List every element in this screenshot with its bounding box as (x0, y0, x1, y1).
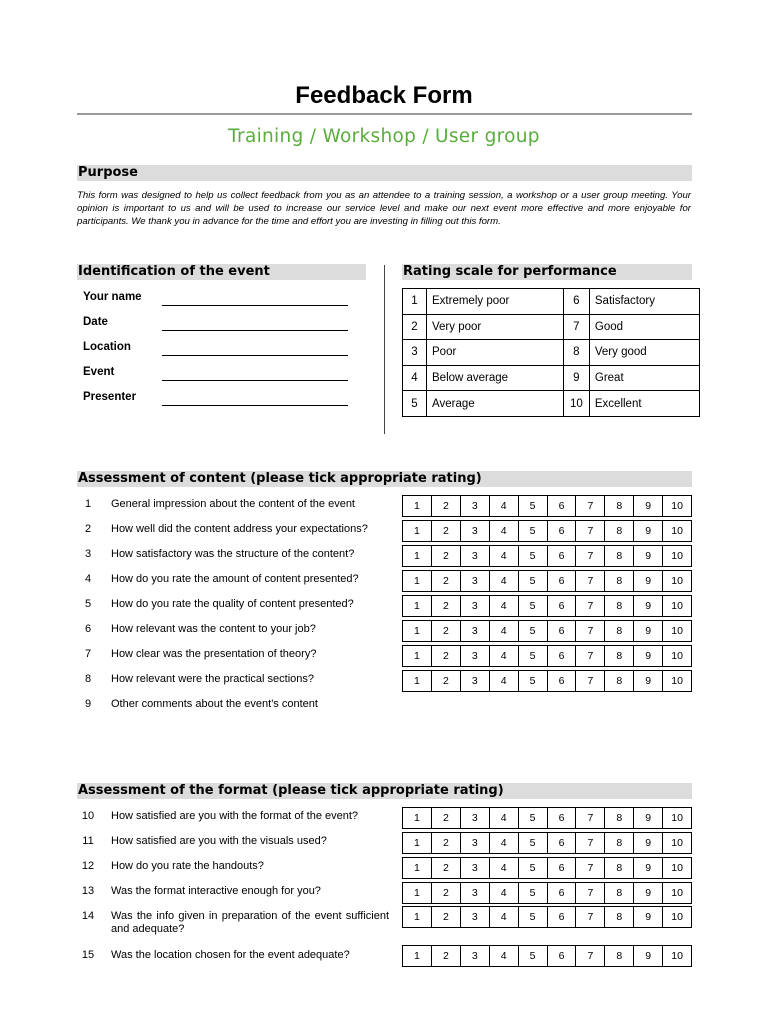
rating-option[interactable]: 1 (414, 812, 420, 824)
rating-option[interactable]: 4 (489, 907, 518, 927)
rating-option[interactable]: 4 (489, 571, 518, 591)
rating-grid (402, 832, 692, 854)
rating-option[interactable]: 4 (489, 596, 518, 616)
rating-option[interactable]: 1 (414, 550, 420, 562)
rating-option[interactable]: 2 (431, 596, 460, 616)
question-text: How well did the content address your expectations? (111, 523, 368, 535)
question-row (77, 835, 397, 857)
content-assessment-heading: Assessment of content (please tick appropriate rating) (77, 471, 692, 487)
rating-option[interactable]: 10 (662, 858, 691, 878)
rating-grid (402, 545, 692, 567)
rating-option[interactable]: 4 (489, 883, 518, 903)
rating-option[interactable]: 5 (518, 671, 547, 691)
rating-option[interactable]: 7 (575, 858, 604, 878)
rating-grid (402, 595, 692, 617)
rating-option[interactable]: 5 (518, 496, 547, 516)
rating-option[interactable]: 8 (604, 546, 633, 566)
rating-option[interactable]: 8 (604, 946, 633, 966)
question-text: Was the format interactive enough for you? (111, 885, 321, 897)
question-text: How satisfied are you with the format of the event? (111, 810, 359, 822)
rating-option[interactable]: 4 (489, 833, 518, 853)
rating-option[interactable]: 10 (662, 496, 691, 516)
rating-option[interactable]: 2 (431, 646, 460, 666)
page-subtitle: Training / Workshop / User group (228, 126, 540, 147)
rating-scale-row (403, 391, 700, 417)
rating-option[interactable]: 8 (604, 621, 633, 641)
rating-option[interactable]: 5 (518, 546, 547, 566)
rating-scale-number: 4 (403, 365, 427, 391)
rating-option[interactable]: 1 (414, 837, 420, 849)
rating-option[interactable]: 3 (460, 946, 489, 966)
format-assessment-heading: Assessment of the format (please tick appropriate rating) (77, 783, 692, 799)
question-number: 13 (81, 885, 95, 897)
rating-option[interactable]: 4 (489, 946, 518, 966)
rating-option[interactable]: 3 (460, 808, 489, 828)
rating-option[interactable]: 2 (431, 946, 460, 966)
rating-scale-table (402, 288, 700, 417)
rating-option[interactable]: 1 (414, 500, 420, 512)
rating-option[interactable]: 1 (414, 575, 420, 587)
rating-scale-number: 1 (403, 289, 427, 315)
rating-option[interactable]: 9 (633, 946, 662, 966)
rating-option[interactable]: 5 (518, 571, 547, 591)
rating-option[interactable]: 7 (575, 571, 604, 591)
rating-option[interactable]: 7 (575, 621, 604, 641)
rating-option[interactable]: 9 (633, 883, 662, 903)
rating-option[interactable]: 6 (547, 946, 576, 966)
id-field-label: Presenter (83, 391, 137, 403)
question-text: How do you rate the quality of content presented? (111, 598, 354, 610)
rating-option[interactable]: 3 (460, 907, 489, 927)
rating-option[interactable]: 7 (575, 521, 604, 541)
question-text: General impression about the content of the event (111, 498, 355, 510)
rating-option[interactable]: 8 (604, 883, 633, 903)
question-row (77, 623, 397, 645)
rating-scale-number: 2 (403, 314, 427, 340)
question-text: How do you rate the handouts? (111, 860, 264, 872)
rating-option[interactable]: 6 (547, 646, 576, 666)
question-number: 8 (84, 673, 92, 685)
question-number: 11 (82, 835, 94, 847)
rating-grid (402, 906, 692, 928)
page-title: Feedback Form (295, 82, 473, 109)
rating-option[interactable]: 2 (431, 808, 460, 828)
rating-option[interactable]: 7 (575, 546, 604, 566)
rating-option[interactable]: 8 (604, 571, 633, 591)
rating-option[interactable]: 6 (547, 571, 576, 591)
rating-scale-row (403, 314, 700, 340)
rating-option[interactable]: 5 (518, 858, 547, 878)
question-text: How satisfied are you with the visuals used? (111, 835, 327, 847)
rating-grid (402, 520, 692, 542)
rating-scale-label: Very good (589, 340, 699, 366)
rating-option[interactable]: 1 (414, 887, 420, 899)
rating-option[interactable]: 1 (414, 911, 420, 923)
rating-option[interactable]: 8 (604, 521, 633, 541)
rating-option[interactable]: 4 (489, 546, 518, 566)
rating-option[interactable]: 5 (518, 596, 547, 616)
rating-scale-number: 10 (563, 391, 589, 417)
column-divider (384, 265, 385, 434)
title-divider (77, 113, 692, 115)
question-number: 9 (84, 698, 92, 710)
rating-option[interactable]: 10 (662, 521, 691, 541)
rating-option[interactable]: 7 (575, 833, 604, 853)
rating-option[interactable]: 8 (604, 596, 633, 616)
rating-scale-number: 9 (563, 365, 589, 391)
rating-grid (402, 645, 692, 667)
question-number: 10 (81, 810, 95, 822)
rating-scale-label: Good (589, 314, 699, 340)
purpose-text: This form was designed to help us collect feedback from you as an attendee to a training session, a workshop or a user group meeting. Your opinion is important to us and will be used to increase our service level and make our next event more effective and more enjoyable for participants. We thank you in advance for the time and effort you are investing in filling out this form. (77, 190, 691, 228)
rating-option[interactable]: 6 (547, 833, 576, 853)
rating-scale-label: Excellent (589, 391, 699, 417)
rating-option[interactable]: 9 (633, 546, 662, 566)
rating-option[interactable]: 9 (633, 646, 662, 666)
rating-option[interactable]: 4 (489, 671, 518, 691)
rating-option[interactable]: 9 (633, 521, 662, 541)
question-text: How clear was the presentation of theory? (111, 648, 317, 660)
rating-grid (402, 670, 692, 692)
rating-option[interactable]: 7 (575, 646, 604, 666)
rating-option[interactable]: 1 (414, 950, 420, 962)
rating-option[interactable]: 3 (460, 671, 489, 691)
question-number: 2 (84, 523, 92, 535)
rating-grid (402, 945, 692, 967)
rating-scale-label: Below average (427, 365, 564, 391)
id-field-label: Location (83, 341, 131, 353)
rating-option[interactable]: 6 (547, 596, 576, 616)
rating-option[interactable]: 5 (518, 808, 547, 828)
rating-option[interactable]: 5 (518, 646, 547, 666)
question-number: 14 (81, 910, 95, 922)
rating-option[interactable]: 8 (604, 808, 633, 828)
id-field-input-line[interactable] (162, 405, 348, 406)
rating-option[interactable]: 9 (633, 621, 662, 641)
rating-option[interactable]: 5 (518, 883, 547, 903)
rating-option[interactable]: 3 (460, 596, 489, 616)
rating-option[interactable]: 10 (662, 808, 691, 828)
rating-option[interactable]: 4 (489, 858, 518, 878)
question-text: How relevant was the content to your job? (111, 623, 316, 635)
rating-option[interactable]: 9 (633, 671, 662, 691)
question-text: How do you rate the amount of content presented? (111, 573, 359, 585)
rating-scale-label: Poor (427, 340, 564, 366)
rating-option[interactable]: 2 (431, 621, 460, 641)
question-row (77, 810, 397, 832)
rating-option[interactable]: 10 (662, 646, 691, 666)
rating-option[interactable]: 8 (604, 646, 633, 666)
id-field-label: Your name (83, 291, 142, 303)
rating-option[interactable]: 6 (547, 521, 576, 541)
rating-option[interactable]: 6 (547, 858, 576, 878)
id-field-input-line[interactable] (162, 355, 348, 356)
question-row (77, 673, 397, 695)
rating-option[interactable]: 2 (431, 496, 460, 516)
question-row (77, 949, 397, 971)
id-field-label: Date (83, 316, 108, 328)
rating-option[interactable]: 3 (460, 496, 489, 516)
rating-option[interactable]: 1 (414, 675, 420, 687)
question-number: 4 (84, 573, 92, 585)
question-row (77, 498, 397, 520)
rating-option[interactable]: 4 (489, 808, 518, 828)
rating-scale-row (403, 340, 700, 366)
rating-grid (402, 620, 692, 642)
rating-scale-row (403, 289, 700, 315)
rating-option[interactable]: 8 (604, 833, 633, 853)
rating-option[interactable]: 6 (547, 546, 576, 566)
rating-option[interactable]: 4 (489, 496, 518, 516)
question-row (77, 523, 397, 545)
rating-option[interactable]: 9 (633, 808, 662, 828)
rating-option[interactable]: 7 (575, 907, 604, 927)
rating-option[interactable]: 3 (460, 646, 489, 666)
rating-option[interactable]: 7 (575, 883, 604, 903)
rating-option[interactable]: 8 (604, 496, 633, 516)
id-field-input-line[interactable] (162, 380, 348, 381)
rating-option[interactable]: 10 (662, 621, 691, 641)
question-text: Other comments about the event's content (111, 698, 318, 710)
rating-option[interactable]: 2 (431, 858, 460, 878)
rating-option[interactable]: 7 (575, 596, 604, 616)
rating-option[interactable]: 9 (633, 907, 662, 927)
rating-option[interactable]: 7 (575, 496, 604, 516)
rating-scale-label: Very poor (427, 314, 564, 340)
rating-grid (402, 807, 692, 829)
rating-option[interactable]: 6 (547, 621, 576, 641)
rating-option[interactable]: 5 (518, 833, 547, 853)
rating-option[interactable]: 6 (547, 496, 576, 516)
rating-option[interactable]: 7 (575, 808, 604, 828)
rating-option[interactable]: 2 (431, 571, 460, 591)
rating-scale-label: Satisfactory (589, 289, 699, 315)
rating-option[interactable]: 8 (604, 858, 633, 878)
rating-option[interactable]: 10 (662, 571, 691, 591)
question-number: 7 (84, 648, 92, 660)
rating-option[interactable]: 6 (547, 671, 576, 691)
id-field-input-line[interactable] (162, 305, 348, 306)
question-row (77, 648, 397, 670)
rating-option[interactable]: 8 (604, 671, 633, 691)
question-number: 6 (84, 623, 92, 635)
question-number: 1 (84, 498, 92, 510)
question-row (77, 910, 397, 935)
rating-option[interactable]: 10 (662, 596, 691, 616)
question-number: 15 (81, 949, 95, 961)
rating-option[interactable]: 3 (460, 621, 489, 641)
rating-option[interactable]: 2 (431, 671, 460, 691)
rating-scale-row (403, 365, 700, 391)
rating-scale-number: 8 (563, 340, 589, 366)
rating-option[interactable]: 3 (460, 858, 489, 878)
question-row (77, 598, 397, 620)
rating-grid (402, 882, 692, 904)
rating-option[interactable]: 7 (575, 946, 604, 966)
rating-option[interactable]: 7 (575, 671, 604, 691)
rating-option[interactable]: 5 (518, 907, 547, 927)
id-field-row (83, 341, 353, 357)
rating-option[interactable]: 1 (414, 525, 420, 537)
rating-option[interactable]: 10 (662, 833, 691, 853)
rating-option[interactable]: 9 (633, 858, 662, 878)
rating-option[interactable]: 8 (604, 907, 633, 927)
rating-option[interactable]: 1 (414, 862, 420, 874)
id-field-row (83, 391, 353, 407)
question-number: 5 (84, 598, 92, 610)
question-row (77, 548, 397, 570)
question-number: 3 (84, 548, 92, 560)
rating-scale-number: 7 (563, 314, 589, 340)
rating-option[interactable]: 5 (518, 946, 547, 966)
rating-option[interactable]: 6 (547, 808, 576, 828)
id-field-row (83, 366, 353, 382)
rating-option[interactable]: 2 (431, 546, 460, 566)
rating-option[interactable]: 4 (489, 521, 518, 541)
id-field-label: Event (83, 366, 115, 378)
rating-option[interactable]: 9 (633, 833, 662, 853)
question-row (77, 860, 397, 882)
rating-scale-label: Extremely poor (427, 289, 564, 315)
rating-option[interactable]: 1 (414, 650, 420, 662)
rating-option[interactable]: 2 (431, 521, 460, 541)
rating-grid (402, 570, 692, 592)
id-field-input-line[interactable] (162, 330, 348, 331)
rating-option[interactable]: 3 (460, 521, 489, 541)
rating-scale-number: 3 (403, 340, 427, 366)
rating-option[interactable]: 3 (460, 883, 489, 903)
rating-option[interactable]: 5 (518, 521, 547, 541)
rating-option[interactable]: 4 (489, 621, 518, 641)
id-field-row (83, 316, 353, 332)
question-number: 12 (81, 860, 95, 872)
rating-option[interactable]: 10 (662, 946, 691, 966)
rating-scale-number: 5 (403, 391, 427, 417)
question-text: Was the location chosen for the event adequate? (111, 949, 350, 961)
rating-grid (402, 495, 692, 517)
rating-option[interactable]: 6 (547, 907, 576, 927)
rating-option[interactable]: 10 (662, 671, 691, 691)
identification-heading: Identification of the event (77, 264, 366, 280)
rating-option[interactable]: 9 (633, 571, 662, 591)
id-field-row (83, 291, 353, 307)
rating-option[interactable]: 9 (633, 496, 662, 516)
rating-option[interactable]: 6 (547, 883, 576, 903)
rating-option[interactable]: 3 (460, 546, 489, 566)
question-row (77, 885, 397, 907)
question-text: How satisfactory was the structure of the content? (111, 548, 355, 560)
rating-scale-label: Average (427, 391, 564, 417)
rating-option[interactable]: 3 (460, 571, 489, 591)
rating-option[interactable]: 10 (662, 546, 691, 566)
rating-option[interactable]: 3 (460, 833, 489, 853)
rating-scale-number: 6 (563, 289, 589, 315)
rating-option[interactable]: 2 (431, 833, 460, 853)
rating-scale-heading: Rating scale for performance (402, 264, 692, 280)
rating-option[interactable]: 9 (633, 596, 662, 616)
rating-option[interactable]: 10 (662, 883, 691, 903)
rating-option[interactable]: 5 (518, 621, 547, 641)
question-row (77, 573, 397, 595)
rating-scale-label: Great (589, 365, 699, 391)
rating-option[interactable]: 1 (414, 625, 420, 637)
question-text: How relevant were the practical sections? (111, 673, 314, 685)
rating-option[interactable]: 4 (489, 646, 518, 666)
rating-option[interactable]: 2 (431, 883, 460, 903)
rating-option[interactable]: 10 (662, 907, 691, 927)
question-text: Was the info given in preparation of the event sufficient and adequate? (111, 910, 389, 935)
rating-option[interactable]: 1 (414, 600, 420, 612)
rating-grid (402, 857, 692, 879)
rating-option[interactable]: 2 (431, 907, 460, 927)
question-row (77, 698, 397, 720)
purpose-heading: Purpose (77, 165, 692, 181)
